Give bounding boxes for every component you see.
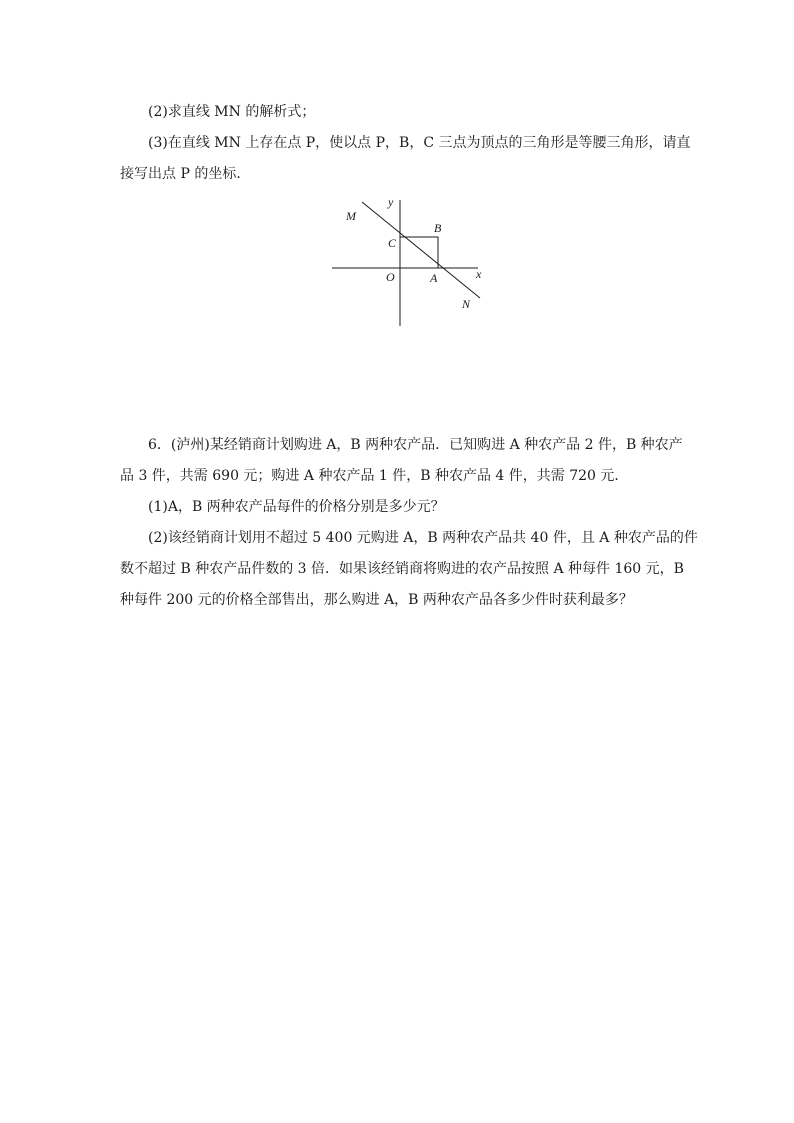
segment-cb-ba xyxy=(400,237,438,268)
label-n: N xyxy=(462,297,471,311)
problem5-part2: (2)求直线 MN 的解析式； xyxy=(148,104,316,120)
label-x-axis: x xyxy=(476,267,482,281)
label-b: B xyxy=(434,221,442,235)
label-o: O xyxy=(386,270,395,284)
problem6-part2-line1: (2)该经销商计划用不超过 5 400 元购进 A，B 两种农产品共 40 件，且 A 种农产品的件 xyxy=(148,530,698,546)
problem6-line2: 品 3 件，共需 690 元；购进 A 种农产品 1 件，B 种农产品 4 件，共需 720 元． xyxy=(120,468,629,484)
problem6-part2-line2: 数不超过 B 种农产品件数的 3 倍．如果该经销商将购进的农产品按照 A 种每件 160 元，B xyxy=(120,561,684,577)
problem5-part3-line2: 接写出点 P 的坐标． xyxy=(120,166,251,182)
label-c: C xyxy=(388,236,397,250)
figure-svg xyxy=(326,190,490,330)
coordinate-figure xyxy=(326,190,490,330)
label-a: A xyxy=(430,271,438,285)
problem6-line1: 6．(泸州)某经销商计划购进 A，B 两种农产品．已知购进 A 种农产品 2 件，B 种农产 xyxy=(148,437,683,453)
problem5-part3-line1: (3)在直线 MN 上存在点 P，使以点 P，B，C 三点为顶点的三角形是等腰三角形，请直 xyxy=(148,135,691,151)
line-mn xyxy=(362,202,480,298)
label-y-axis: y xyxy=(388,195,394,209)
label-m: M xyxy=(346,209,356,223)
problem6-part1: (1)A，B 两种农产品每件的价格分别是多少元？ xyxy=(148,499,445,515)
problem6-part2-line3: 种每件 200 元的价格全部售出，那么购进 A，B 两种农产品各多少件时获利最多？ xyxy=(120,592,633,608)
